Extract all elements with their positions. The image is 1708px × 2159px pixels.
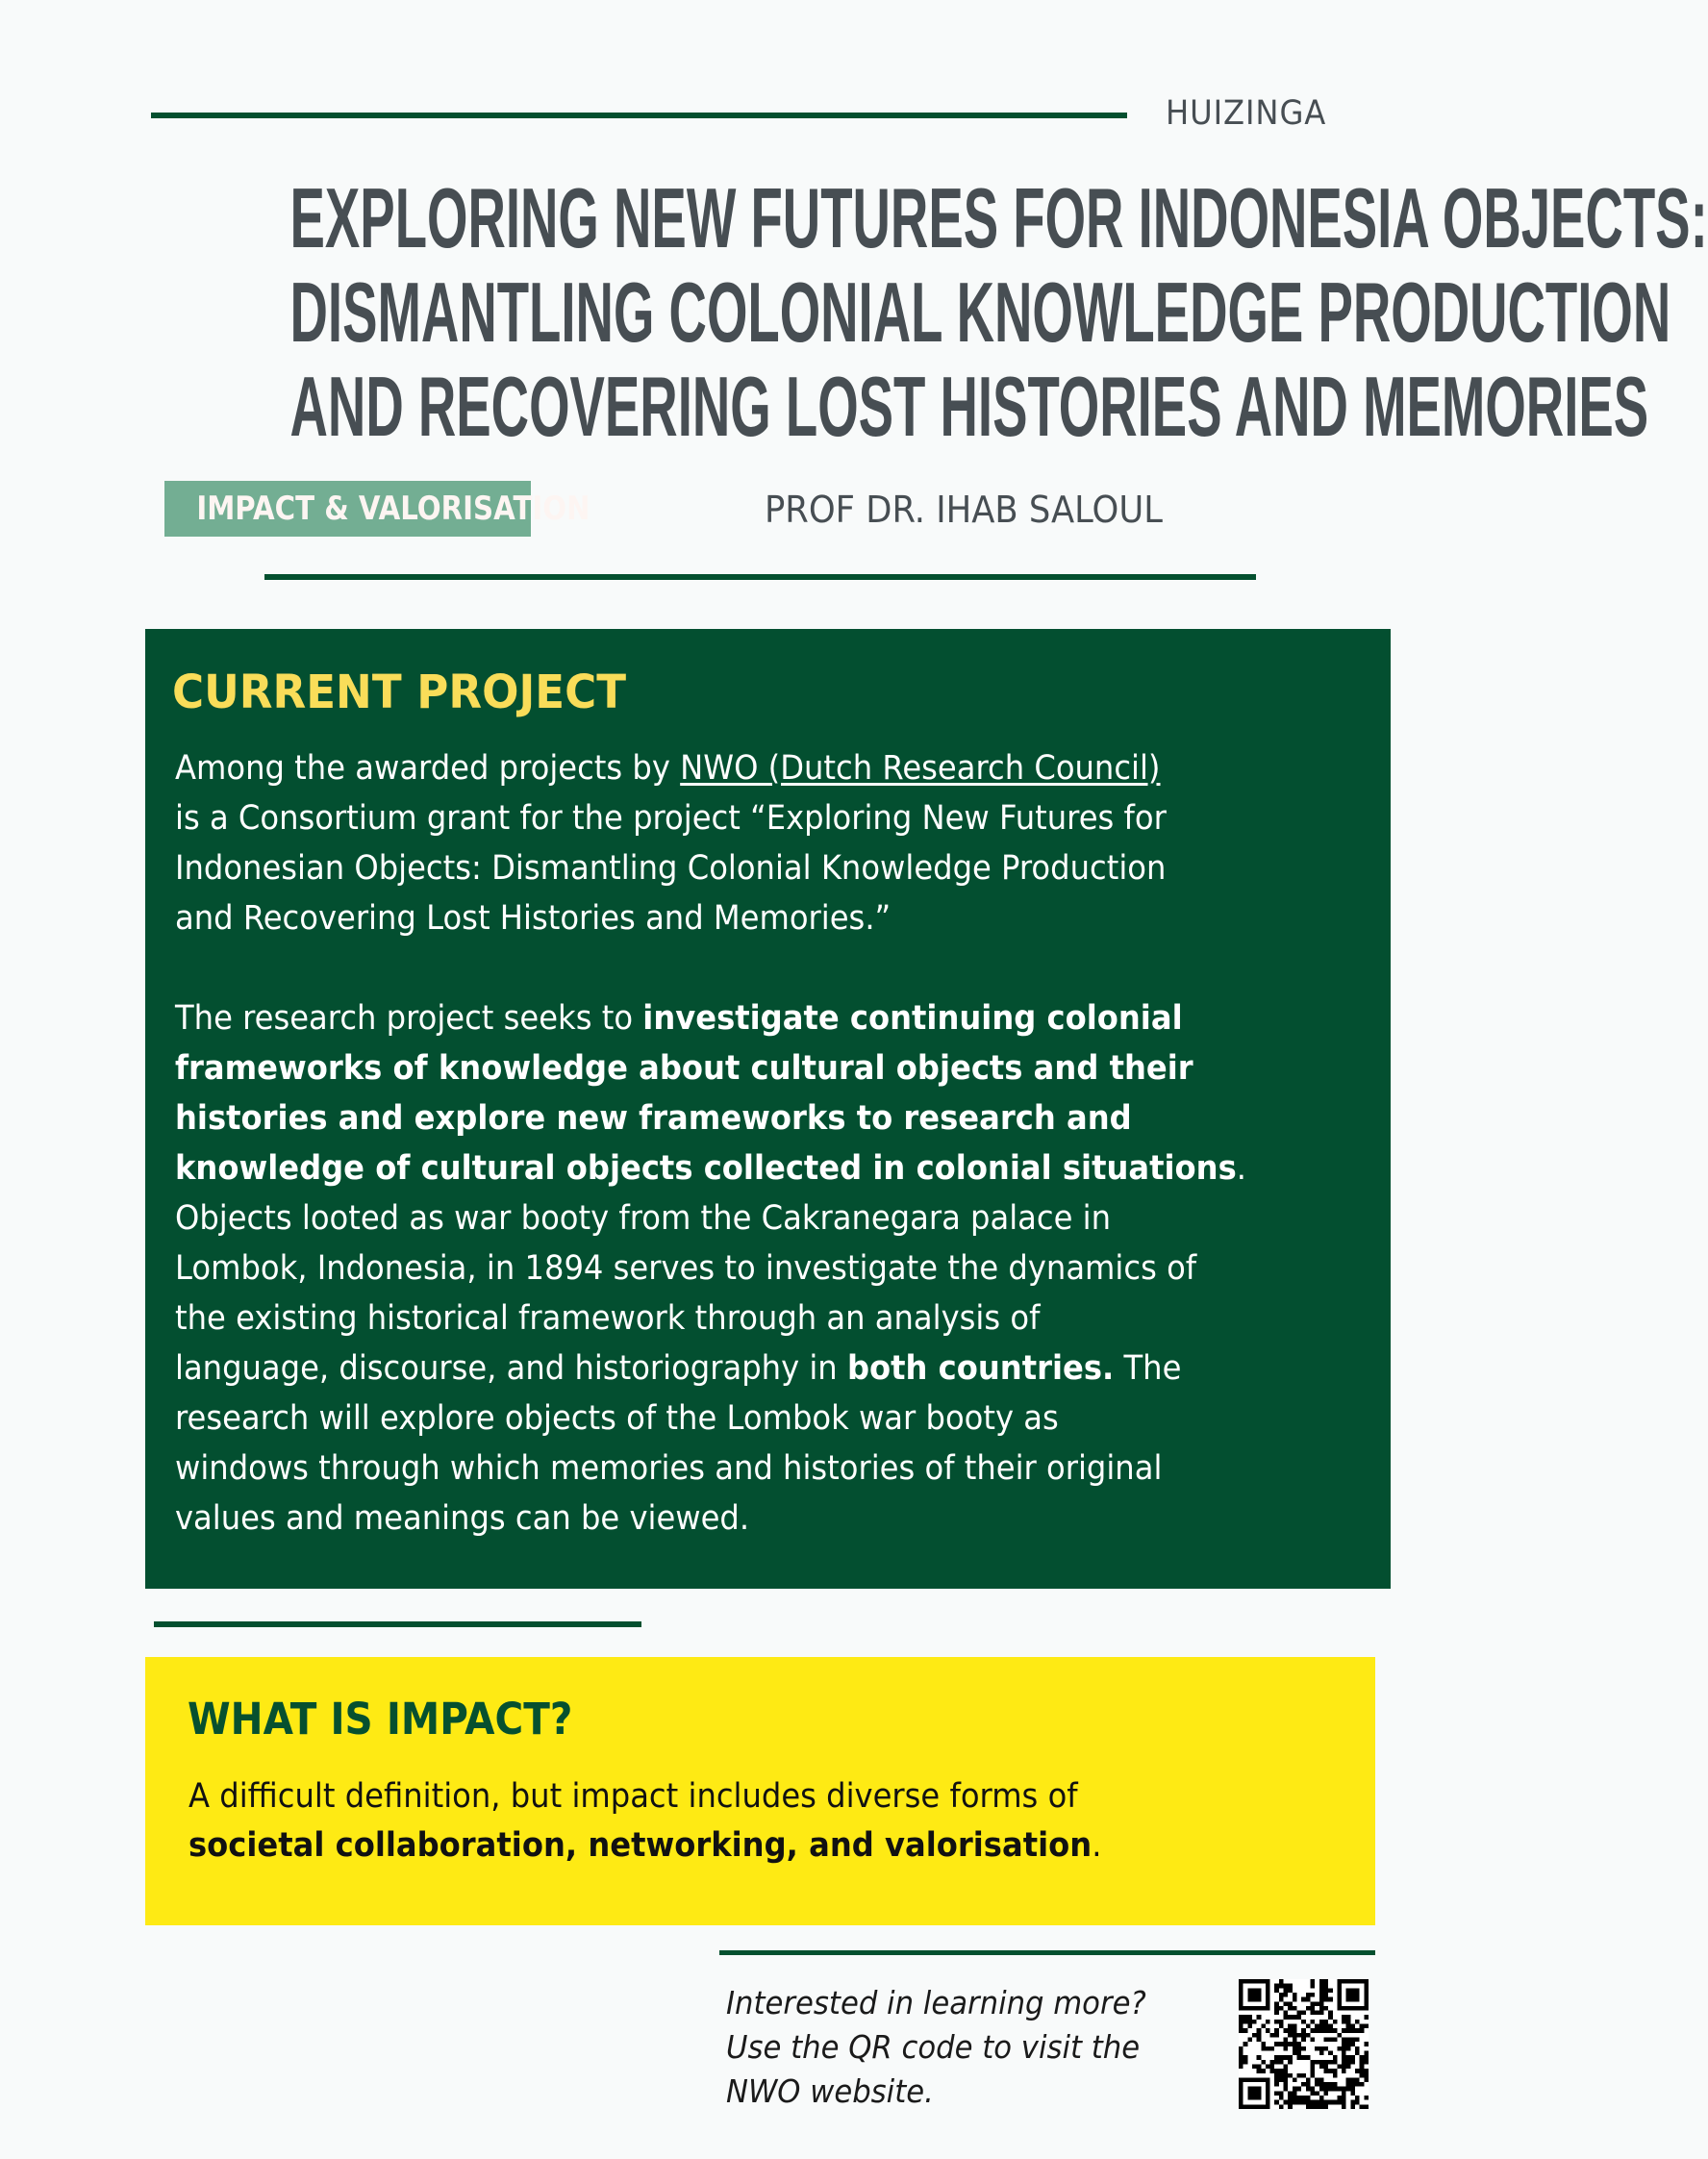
- what-is-impact-heading: WHAT IS IMPACT?: [188, 1694, 573, 1745]
- para2-line-8-emphasis: both countries.: [846, 1349, 1115, 1388]
- para2-line-4: [175, 1143, 1272, 1193]
- cta-line-3: NWO website.: [726, 2072, 934, 2110]
- footer-divider: [719, 1950, 1375, 1955]
- para2-line-6: Lombok, Indonesia, in 1894 serves to investigate the dynamics of: [175, 1249, 1197, 1288]
- nwo-link[interactable]: NWO (Dutch Research Council): [680, 749, 1161, 788]
- para2-line-2: [175, 1043, 1272, 1093]
- para2-line-11: values and meanings can be viewed.: [175, 1499, 750, 1538]
- impact-line-2-emphasis: societal collaboration, networking, and valorisation: [188, 1826, 1093, 1865]
- top-divider: [151, 113, 1127, 118]
- project-intro-paragraph: [175, 743, 1368, 943]
- para2-line-9: research will explore objects of the Lombok war booty as: [175, 1399, 1059, 1438]
- para2-line-8-text: language, discourse, and historiography in: [175, 1349, 847, 1388]
- cta-line-1: Interested in learning more?: [726, 1984, 1146, 2021]
- para1-line-2: is a Consortium grant for the project “Exploring New Futures for: [175, 799, 1167, 838]
- title-line-2: DISMANTLING COLONIAL KNOWLEDGE PRODUCTION: [289, 264, 1671, 360]
- what-is-impact-panel: [145, 1657, 1375, 1925]
- para1-line-3: Indonesian Objects: Dismantling Colonial Knowledge Production: [175, 849, 1167, 888]
- current-project-heading: CURRENT PROJECT: [172, 665, 626, 719]
- category-tag: [164, 481, 590, 537]
- category-tag-label: IMPACT & VALORISATION: [196, 490, 590, 528]
- para2-line-10: windows through which memories and histories of their original: [175, 1449, 1163, 1488]
- para2-line-3: [175, 1093, 1272, 1143]
- impact-line-1: A difficult definition, but impact includes diverse forms of: [188, 1777, 1078, 1816]
- para2-line-1-text: The research project seeks to: [175, 999, 643, 1038]
- project-description-paragraph: [175, 993, 1368, 1544]
- para1-line-1: [175, 743, 1272, 793]
- para2-line-2-emphasis: frameworks of knowledge about cultural objects and their: [175, 1049, 1193, 1088]
- para1-line-4: and Recovering Lost Histories and Memories.”: [175, 899, 892, 938]
- page-title: [0, 170, 1708, 454]
- qr-code-icon[interactable]: [1239, 1979, 1369, 2109]
- para2-line-8-tail: The: [1114, 1349, 1182, 1388]
- header-divider: [264, 574, 1256, 580]
- author-name: PROF DR. IHAB SALOUL: [765, 489, 1163, 531]
- para2-line-3-emphasis: histories and explore new frameworks to research and: [175, 1099, 1132, 1138]
- impact-line-2-tail: .: [1092, 1826, 1102, 1865]
- para2-line-5: Objects looted as war booty from the Cakranegara palace in: [175, 1199, 1112, 1238]
- para2-line-7: the existing historical framework through an analysis of: [175, 1299, 1041, 1338]
- section-divider: [154, 1621, 641, 1627]
- org-label: HUIZINGA: [1166, 94, 1327, 133]
- para2-line-4-emphasis: knowledge of cultural objects collected in colonial situations: [175, 1149, 1237, 1188]
- impact-definition: [188, 1772, 1181, 1870]
- para2-line-1: [175, 993, 1272, 1043]
- para2-line-8: [175, 1343, 1272, 1393]
- para2-line-4-text: .: [1236, 1149, 1247, 1188]
- cta-line-2: Use the QR code to visit the: [726, 2028, 1141, 2066]
- title-line-1: EXPLORING NEW FUTURES FOR INDONESIA OBJECTS:: [289, 170, 1708, 265]
- call-to-action: [726, 1981, 1178, 2114]
- para1-line-1-text: Among the awarded projects by: [175, 749, 681, 788]
- impact-line-2: [188, 1821, 1101, 1870]
- qr-code-graphic: [1239, 1979, 1369, 2109]
- para2-line-1-emphasis: investigate continuing colonial: [642, 999, 1183, 1038]
- title-line-3: AND RECOVERING LOST HISTORIES AND MEMORIES: [289, 359, 1649, 454]
- current-project-panel: [145, 629, 1391, 1589]
